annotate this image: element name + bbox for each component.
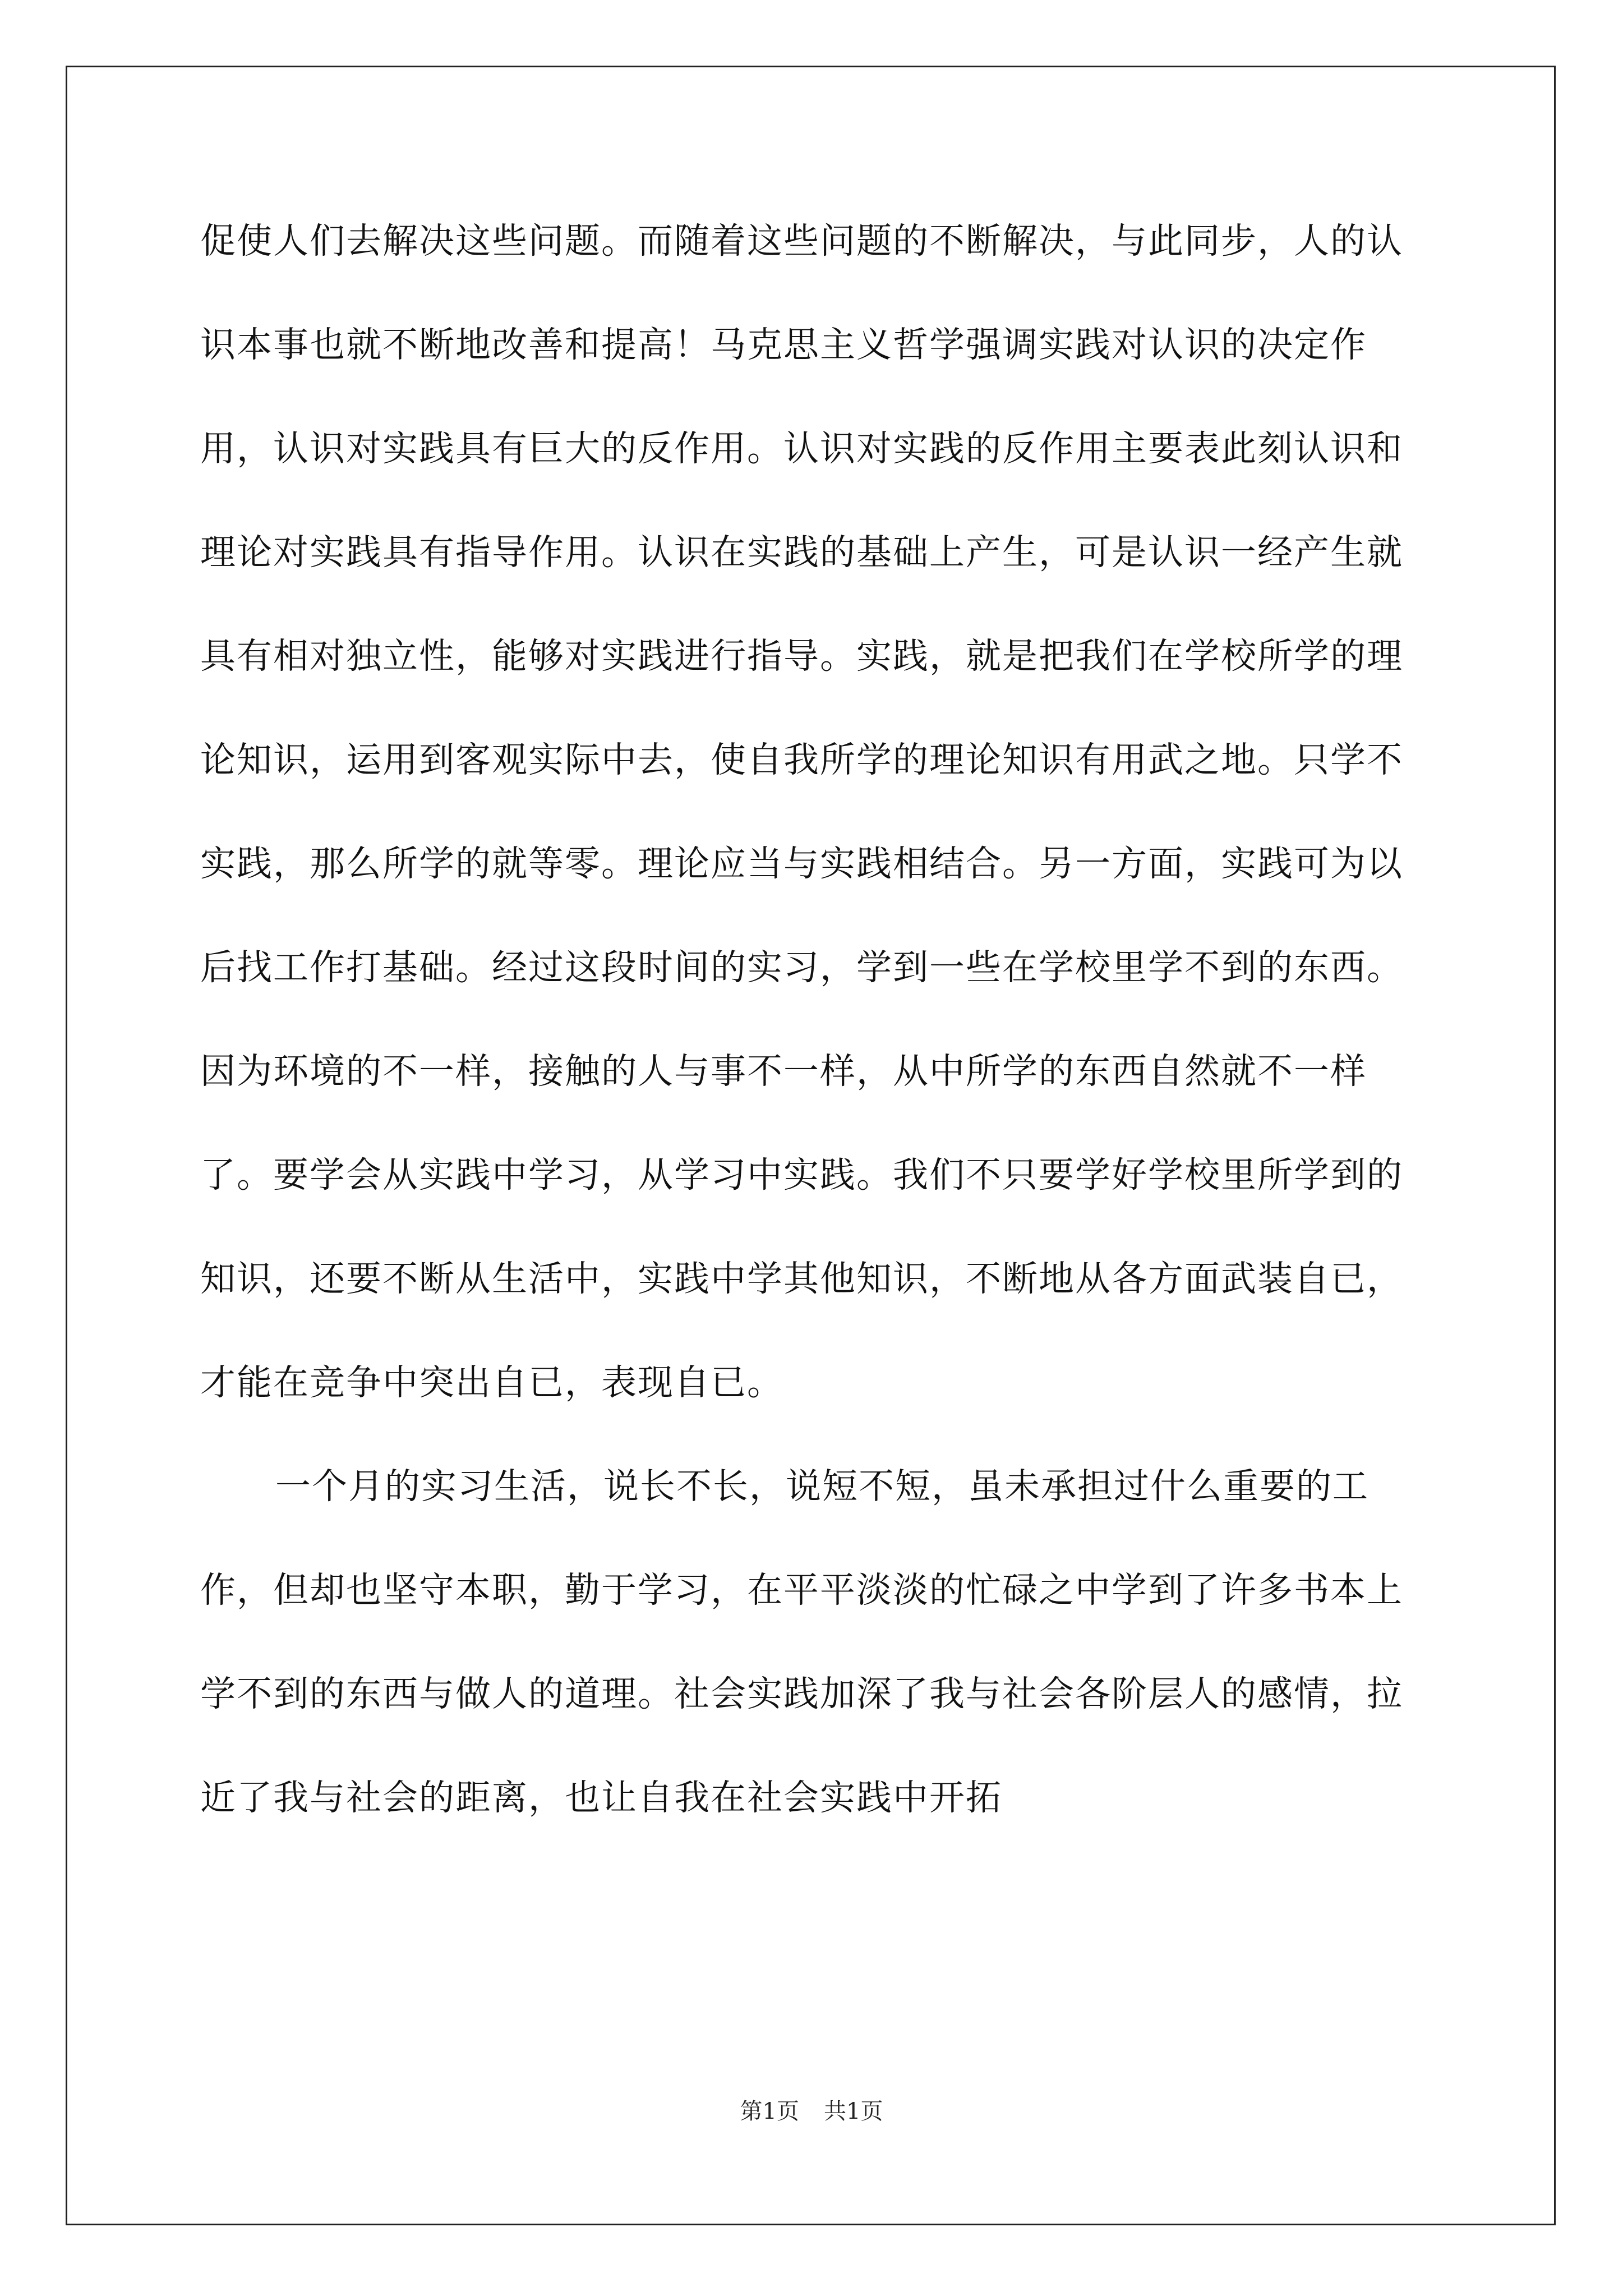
page-footer xyxy=(0,2093,1623,2125)
paragraph-1: 促使人们去解决这些问题。而随着这些问题的不断解决，与此同步，人的认识本事也就不断地改善和提高！马克思主义哲学强调实践对认识的决定作用，认识对实践具有巨大的反作用。认识对实践的反作用主要表此刻认识和理论对实践具有指导作用。认识在实践的基础上产生，可是认识一经产生就具有相对独立性，能够对实践进行指导。实践，就是把我们在学校所学的理论知识，运用到客观实际中去，使自我所学的理论知识有用武之地。只学不实践，那么所学的就等零。理论应当与实践相结合。另一方面，实践可为以后找工作打基础。经过这段时间的实习，学到一些在学校里学不到的东西。因为环境的不一样，接触的人与事不一样，从中所学的东西自然就不一样了。要学会从实践中学习，从学习中实践。我们不只要学好学校里所学到的知识，还要不断从生活中，实践中学其他知识，不断地从各方面武装自已，才能在竞争中突出自已，表现自已。 xyxy=(200,220,1403,1403)
document-body xyxy=(200,189,1423,1849)
page-number-total: 共1页 xyxy=(824,2099,883,2124)
paragraph-2: 一个月的实习生活，说长不长，说短不短，虽未承担过什么重要的工作，但却也坚守本职，勤于学习，在平平淡淡的忙碌之中学到了许多书本上学不到的东西与做人的道理。社会实践加深了我与社会各阶层人的感情，拉近了我与社会的距离，也让自我在社会实践中开拓 xyxy=(200,1466,1403,1818)
page-number-current: 第1页 xyxy=(740,2099,799,2124)
